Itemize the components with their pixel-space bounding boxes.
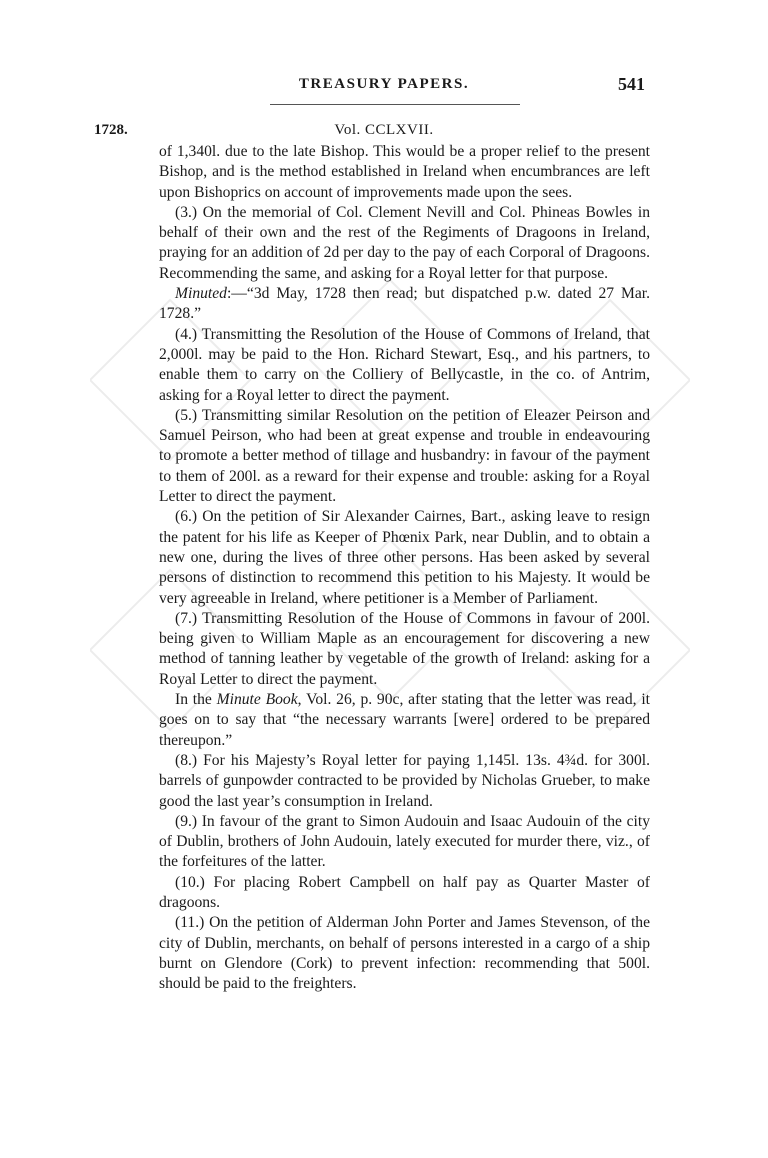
paragraph-minuted [159,284,650,325]
minuted-label: Minuted [175,285,227,303]
minute-book-title: Minute Book [216,691,298,709]
paragraph: (6.) On the petition of Sir Alexander Cairnes, Bart., asking leave to resign the patent for his life as Keeper of Phœnix Park, near Dublin, and to obtain a new one, during the lives of three other persons. Has been asked by several persons of distinction to recommend this petition to his Majesty. It would be very agreeable in Ireland, where petitioner is a Member of Parliament. [159,508,650,607]
paragraph: of 1,340l. due to the late Bishop. This would be a proper relief to the present Bishop, and is the method established in Ireland when encumbrances are left upon Bishoprics on account of improvements made upon the sees. [159,143,650,201]
paragraph: (10.) For placing Robert Campbell on half pay as Quarter Master of dragoons. [159,873,650,911]
paragraph: (5.) Transmitting similar Resolution on the petition of Eleazer Peirson and Samuel Peirson, who had been at great expense and trouble in endeavouring to promote a better method of tillage and husbandry: in favour of the payment to them of 200l. as a reward for their expense and trouble: asking for a Royal Letter to direct the payment. [159,406,650,506]
minuted-text: :—“3d May, 1728 then read; but dispatched p.w. dated 27 Mar. 1728.” [159,285,650,323]
paragraph: (11.) On the petition of Alderman John Porter and James Stevenson, of the city of Dublin, merchants, on behalf of persons interested in a cargo of a ship burnt on Glendore (Cork) to prevent infection: recommending that 500l. should be paid to the freighters. [159,914,650,993]
paragraph-minute-book [159,690,650,751]
running-title: TREASURY PAPERS. [298,76,470,92]
paragraph: (7.) Transmitting Resolution of the House of Commons in favour of 200l. being given to William Maple as an encouragement for discovering a new method of tanning leather by vegetable of the growth of Ireland: asking for a Royal Letter to direct the payment. [159,609,650,688]
body-text [159,142,650,994]
minute-book-text: , Vol. 26, p. 90c, after stating that the letter was read, it goes on to say that “the necessary warrants [were] ordered to be prepared thereupon.” [159,691,650,749]
paragraph: (3.) On the memorial of Col. Clement Nevill and Col. Phineas Bowles in behalf of their own and the rest of the Regiments of Dragoons in Ireland, praying for an addition of 2d per day to the pay of each Corporal of Dragoons. Recommending the same, and asking for a Royal letter for that purpose. [159,203,650,282]
paragraph: (9.) In favour of the grant to Simon Audouin and Isaac Audouin of the city of Dublin, brothers of John Audouin, lately executed for murder there, viz., of the forfeitures of the latter. [159,812,650,871]
paragraph: (8.) For his Majesty’s Royal letter for paying 1,145l. 13s. 4¾d. for 300l. barrels of gunpowder contracted to be provided by Nicholas Grueber, to make good the last year’s consumption in Ireland. [159,751,650,810]
minute-book-lead: In the [175,691,217,709]
paragraph: (4.) Transmitting the Resolution of the House of Commons of Ireland, that 2,000l. may be paid to the Hon. Richard Stewart, Esq., and his partners, to enable them to carry on the Colliery of Bellycastle, in the co. of Antrim, asking for a Royal letter to direct the payment. [159,325,650,404]
page-number: 541 [618,74,645,94]
volume-heading: Vol. CCLXVII. [334,122,434,138]
header-divider [270,104,520,105]
margin-year: 1728. [94,122,128,138]
